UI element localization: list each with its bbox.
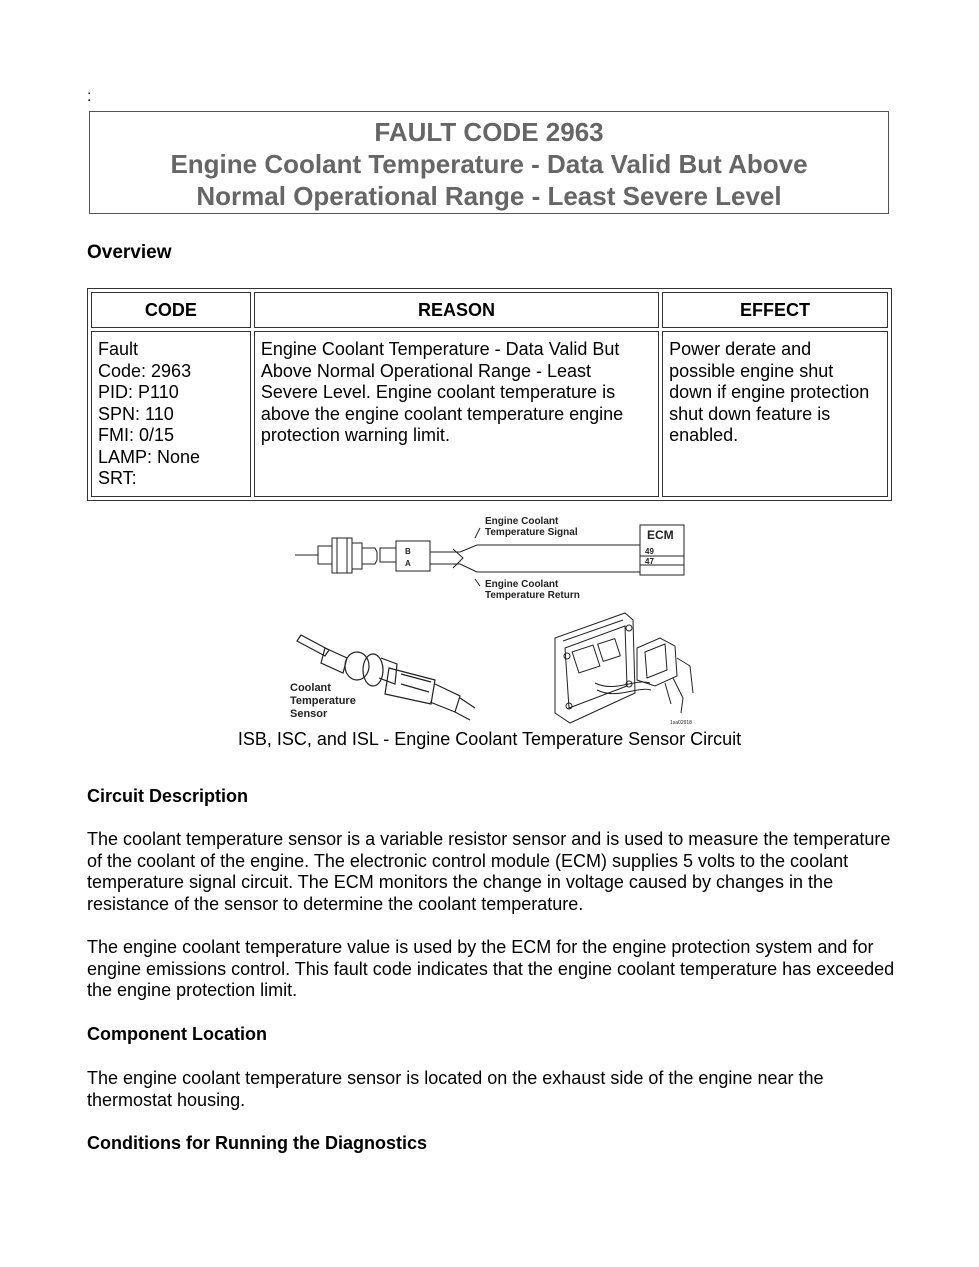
page-marker: : [87, 88, 92, 105]
pin-49-label: 49 [645, 547, 654, 556]
pin-47-label: 47 [645, 557, 654, 566]
code-line: Fault [98, 339, 139, 359]
header-effect: EFFECT [662, 292, 888, 328]
overview-table [87, 288, 892, 501]
code-line: SRT: [98, 468, 137, 488]
figure-code: 1sa02918 [670, 720, 692, 726]
pin-b-label: B [405, 547, 411, 556]
ecm-label: ECM [647, 528, 674, 542]
cell-reason: Engine Coolant Temperature - Data Valid But Above Normal Operational Range - Least Severe Level. Engine coolant temperature is above the engine coolant temperature engine protection warning limit. [254, 331, 659, 497]
overview-heading: Overview [87, 242, 172, 263]
circuit-description-paragraph-2: The engine coolant temperature value is used by the ECM for the engine protection system and for engine emissions control. This fault code indicates that the engine coolant temperature has exceeded the engine protection limit. [87, 937, 895, 1001]
component-location-paragraph: The engine coolant temperature sensor is located on the exhaust side of the engine near the thermostat housing. [87, 1068, 824, 1110]
header-reason: REASON [254, 292, 659, 328]
sensor-label-line-3: Sensor [290, 708, 328, 720]
figure-caption: ISB, ISC, and ISL - Engine Coolant Temperature Sensor Circuit [237, 729, 742, 749]
table-header-row [91, 292, 888, 328]
circuit-description-paragraph-1: The coolant temperature sensor is a variable resistor sensor and is used to measure the temperature of the coolant of the engine. The electronic control module (ECM) supplies 5 volts to the coolant temperature signal circuit. The ECM monitors the change in voltage caused by changes in the resistance of the sensor to determine the coolant temperature. [87, 829, 891, 915]
circuit-description-heading: Circuit Description [87, 786, 249, 806]
table-row [91, 331, 888, 497]
signal-label-line-2: Temperature Signal [485, 527, 578, 538]
return-label-line-1: Engine Coolant [485, 579, 559, 590]
conditions-heading: Conditions for Running the Diagnostics [87, 1133, 427, 1153]
header-code: CODE [91, 292, 251, 328]
sensor-label-line-1: Coolant [290, 682, 331, 694]
signal-label-line-1: Engine Coolant [485, 516, 559, 527]
pin-a-label: A [405, 559, 411, 568]
code-line: FMI: 0/15 [98, 425, 175, 445]
code-line: SPN: 110 [98, 403, 174, 424]
sensor-circuit-diagram [285, 508, 700, 728]
ecm-module-drawing [555, 613, 693, 723]
return-label-line-2: Temperature Return [485, 590, 580, 601]
code-line: LAMP: None [98, 446, 201, 467]
cell-effect: Power derate and possible engine shut down if engine protection shut down feature is enabled. [662, 331, 888, 497]
fault-code-title-box [89, 111, 889, 214]
cell-code [91, 331, 251, 497]
title-line-2: Engine Coolant Temperature - Data Valid But Above [170, 149, 808, 179]
component-location-heading: Component Location [87, 1024, 267, 1044]
sensor-label-line-2: Temperature [290, 695, 356, 707]
title-line-3: Normal Operational Range - Least Severe Level [196, 181, 782, 211]
title-line-1: FAULT CODE 2963 [374, 117, 604, 147]
code-line: PID: P110 [98, 382, 179, 402]
code-line: Code: 2963 [98, 360, 192, 381]
